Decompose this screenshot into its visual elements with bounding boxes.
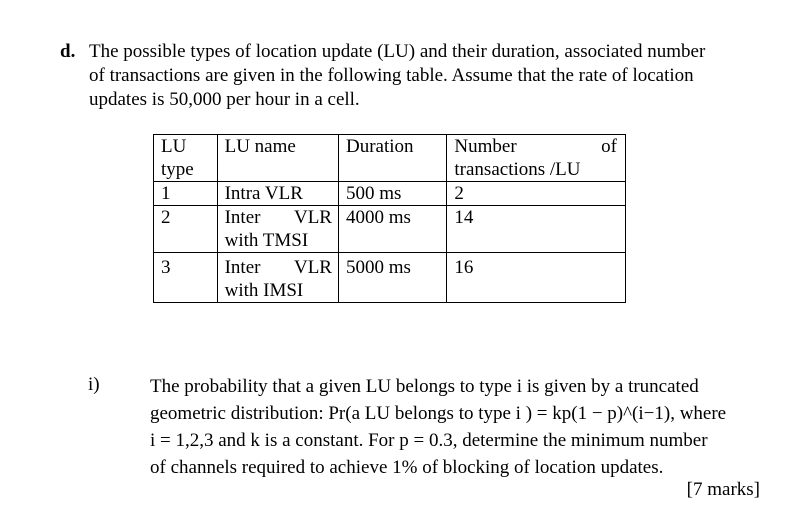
cell-name: Intra VLR <box>217 182 338 206</box>
table-row <box>154 182 626 206</box>
cell-duration: 500 ms <box>338 182 446 206</box>
header-lu-name: LU name <box>217 135 338 182</box>
subquestion-line: of channels required to achieve 1% of blocking of location updates. <box>150 457 664 478</box>
question-line: The possible types of location update (LU) and their duration, associated number <box>89 41 706 62</box>
table-row <box>154 253 626 303</box>
subquestion-label: i) <box>88 374 100 395</box>
header-duration: Duration <box>338 135 446 182</box>
cell-transactions: 2 <box>447 182 626 206</box>
cell-type: 2 <box>154 206 218 253</box>
question-text <box>89 40 760 112</box>
cell-name: Inter VLR with TMSI <box>217 206 338 253</box>
marks-label: [7 marks] <box>686 479 760 500</box>
cell-type: 3 <box>154 253 218 303</box>
table-header-row <box>154 135 626 182</box>
header-number-transactions: Number of transactions /LU <box>447 135 626 182</box>
lu-table <box>153 134 626 303</box>
question-line: updates is 50,000 per hour in a cell. <box>89 89 360 110</box>
subquestion-text <box>150 373 760 481</box>
subquestion-line: geometric distribution: Pr(a LU belongs to type i ) = kp(1 − p)^(i−1), where <box>150 403 727 424</box>
header-lu-type: LU type <box>154 135 218 182</box>
subquestion-line: i = 1,2,3 and k is a constant. For p = 0.3, determine the minimum number <box>150 430 708 451</box>
cell-type: 1 <box>154 182 218 206</box>
cell-duration: 4000 ms <box>338 206 446 253</box>
question-label: d. <box>60 41 76 62</box>
cell-name: Inter VLR with IMSI <box>217 253 338 303</box>
cell-duration: 5000 ms <box>338 253 446 303</box>
table-row <box>154 206 626 253</box>
cell-transactions: 16 <box>447 253 626 303</box>
subquestion-line: The probability that a given LU belongs to type i is given by a truncated <box>150 376 699 397</box>
cell-transactions: 14 <box>447 206 626 253</box>
question-line: of transactions are given in the following table. Assume that the rate of location <box>89 65 694 86</box>
